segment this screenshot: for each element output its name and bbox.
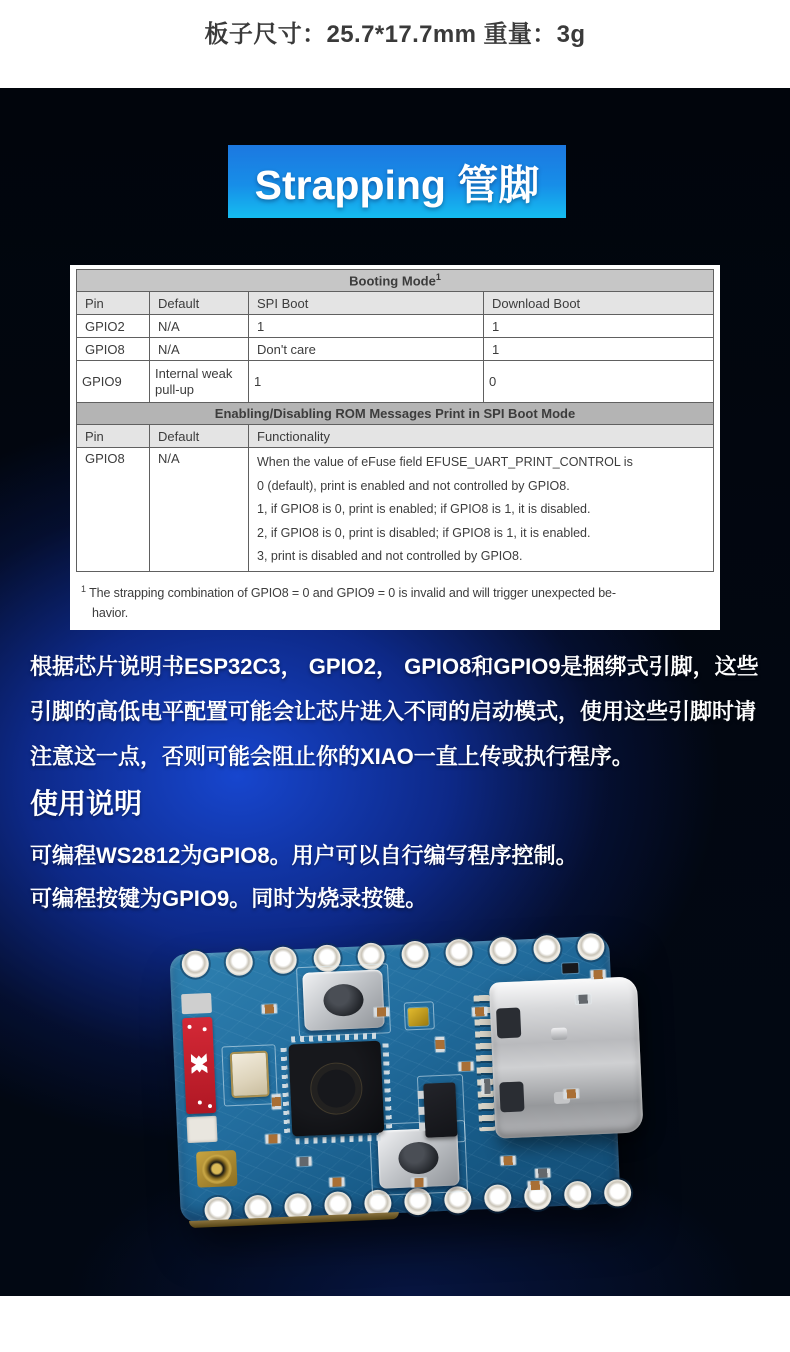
smd-component (590, 970, 605, 980)
solder-pad-strip (186, 1116, 217, 1143)
smd-component (500, 1156, 515, 1166)
through-hole-pad (269, 946, 297, 974)
header-default: Default (150, 292, 249, 315)
smd-component (411, 1178, 426, 1188)
board-photo (155, 923, 645, 1253)
table-row (77, 361, 714, 403)
through-hole-pad (284, 1193, 312, 1221)
cell-spi-boot: 1 (249, 361, 484, 403)
smd-component (435, 1037, 445, 1052)
table-title: Booting Mode (349, 273, 436, 289)
through-hole-pad (324, 1191, 352, 1219)
smd-component (296, 1157, 311, 1167)
smd-component (472, 1007, 487, 1017)
through-hole-pad (604, 1179, 632, 1207)
table-row (77, 338, 714, 361)
through-hole-pad (204, 1196, 232, 1224)
smd-component (262, 1004, 277, 1014)
through-hole-pad (577, 933, 605, 961)
through-hole-pad (484, 1184, 512, 1212)
cell-pin: GPIO8 (77, 448, 150, 572)
header-pin: Pin (77, 292, 150, 315)
usb-c-connector (489, 976, 644, 1138)
functionality-line: When the value of eFuse field EFUSE_UART_PRINT_CONTROL is (257, 455, 633, 469)
strapping-note: 根据芯片说明书ESP32C3， GPIO2， GPIO8和GPIO9是捆绑式引脚，这些引脚的高低电平配置可能会让芯片进入不同的启动模式，使用这些引脚时请注意这一点，否则可能会阻止你的XIAO一直上传或执行程序。 (30, 654, 759, 769)
section-title: Enabling/Disabling ROM Messages Print in SPI Boot Mode (77, 403, 714, 425)
smd-component (481, 1079, 491, 1094)
top-caption-band (0, 0, 790, 88)
cell-default: N/A (150, 338, 249, 361)
smd-component (265, 1134, 280, 1144)
smd-component (458, 1062, 473, 1072)
footnote-line: $^1$ The strapping combination of GPIO8 = 0 and GPIO9 = 0 is invalid and will trigger unexpected be- (81, 583, 616, 600)
smd-component (374, 1007, 389, 1017)
usage-instruction-line: 可编程按键为GPIO9。同时为烧录按键。 (30, 886, 428, 911)
pad-row-top (169, 936, 609, 955)
smd-component (576, 994, 591, 1004)
table-header-row (77, 292, 714, 315)
header-default: Default (150, 425, 249, 448)
cell-pin: GPIO2 (77, 315, 150, 338)
through-hole-pad (244, 1195, 272, 1223)
table-title-cell (77, 270, 714, 292)
through-hole-pad (181, 950, 209, 978)
cell-default: N/A (150, 448, 249, 572)
through-hole-pad (533, 935, 561, 963)
cell-default: Internal weak pull-up (150, 361, 249, 403)
footnote-superscript: 1 (81, 583, 86, 594)
yellow-component (408, 1007, 429, 1026)
strapping-banner-title: Strapping 管脚 (254, 162, 540, 208)
functionality-line: 3, print is disabled and not controlled by GPIO8. (257, 549, 523, 563)
cell-spi-boot: Don't care (249, 338, 484, 361)
smd-component (564, 1089, 579, 1099)
antenna-connector (196, 1150, 238, 1188)
datasheet-table-panel (70, 265, 720, 630)
smd-component (329, 1177, 344, 1187)
cell-default: N/A (150, 315, 249, 338)
header-spi-boot: SPI Boot (249, 292, 484, 315)
strapping-section (0, 88, 790, 1296)
cell-pin: GPIO9 (77, 361, 150, 403)
battery-pad-red (182, 1017, 216, 1114)
cell-download-boot: 1 (484, 338, 714, 361)
table-section-row (77, 403, 714, 425)
smd-component (272, 1094, 282, 1109)
usage-instruction-line: 可编程WS2812为GPIO8。用户可以自行编写程序控制。 (30, 843, 578, 868)
esp32c3-chip (288, 1041, 384, 1137)
pcb (169, 936, 620, 1223)
reset-button (302, 969, 384, 1030)
table-header-row (77, 425, 714, 448)
usage-instructions (30, 834, 578, 920)
header-functionality: Functionality (249, 425, 714, 448)
functionality-line: 1, if GPIO8 is 0, print is enabled; if GPIO8 is 1, it is disabled. (257, 502, 591, 516)
board-dimensions-caption: 板子尺寸：25.7*17.7mm 重量：3g (204, 21, 586, 48)
through-hole-pad (401, 940, 429, 968)
smd-component (528, 1181, 543, 1191)
cell-download-boot: 0 (484, 361, 714, 403)
cell-pin: GPIO8 (77, 338, 150, 361)
smd-component (535, 1168, 550, 1178)
table-title-superscript: 1 (435, 272, 441, 283)
through-hole-pad (445, 939, 473, 967)
bottom-band (0, 1296, 790, 1352)
chip-pins (382, 1043, 392, 1129)
smd-component (562, 963, 578, 974)
through-hole-pad (489, 937, 517, 965)
usage-instructions-title: 使用说明 (30, 788, 143, 819)
cell-spi-boot: 1 (249, 315, 484, 338)
cell-functionality (249, 448, 714, 572)
header-download-boot: Download Boot (484, 292, 714, 315)
table-row (77, 448, 714, 572)
footnote-line: havior. (92, 605, 129, 620)
solder-pad-strip (181, 993, 212, 1014)
table-footnote (76, 579, 714, 623)
booting-mode-table (76, 269, 714, 572)
header-pin: Pin (77, 425, 150, 448)
through-hole-pad (225, 948, 253, 976)
table-title-row (77, 270, 714, 292)
cell-download-boot: 1 (484, 315, 714, 338)
regulator-chip (423, 1082, 457, 1137)
strapping-banner (228, 145, 566, 218)
table-row (77, 315, 714, 338)
chip-pins (295, 1135, 381, 1145)
through-hole-pad (564, 1181, 592, 1209)
crystal-oscillator (230, 1051, 270, 1099)
functionality-line: 0 (default), print is enabled and not controlled by GPIO8. (257, 478, 570, 493)
functionality-line: 2, if GPIO8 is 0, print is disabled; if GPIO8 is 1, it is enabled. (257, 525, 591, 540)
